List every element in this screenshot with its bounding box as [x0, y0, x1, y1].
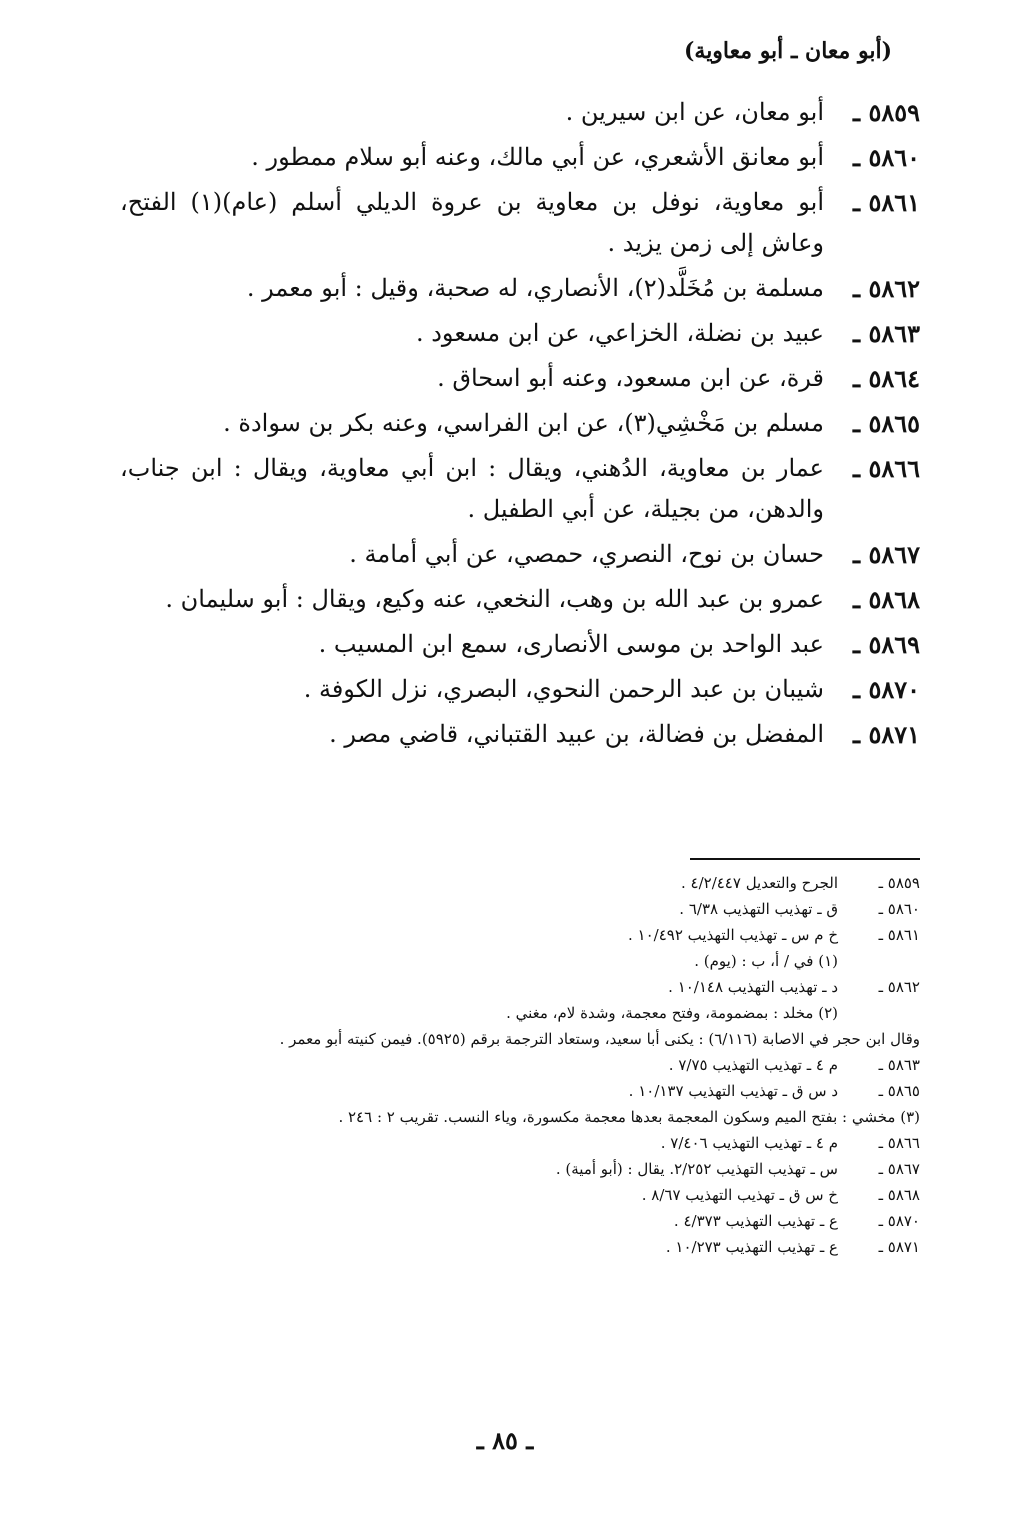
entry-text: عمرو بن عبد الله بن وهب، النخعي، عنه وكيع، ويقال : أبو سليمان . — [165, 585, 824, 613]
entry-text: أبو معانق الأشعري، عن أبي مالك، وعنه أبو سلام ممطور . — [251, 143, 824, 171]
footnotes-list — [110, 870, 920, 1260]
footnote — [110, 1130, 920, 1156]
entry-5865 — [120, 403, 920, 444]
footnote-text: د س ق ـ تهذيب التهذيب ١٠/١٣٧ . — [628, 1082, 838, 1100]
entries-list — [120, 92, 920, 759]
entry-5868 — [120, 579, 920, 620]
entry-number: ٥٨٦٥ ـ — [853, 409, 920, 438]
entry-text: قرة، عن ابن مسعود، وعنه أبو اسحاق . — [437, 364, 824, 392]
entry-number: ٥٨٧٠ ـ — [853, 675, 920, 704]
footnote-text: خ م س ـ تهذيب التهذيب ١٠/٤٩٢ . — [628, 926, 838, 944]
footnote-text: م ٤ ـ تهذيب التهذيب ٧/٧٥ . — [668, 1056, 838, 1074]
entry-5867 — [120, 534, 920, 575]
entry-5864 — [120, 358, 920, 399]
footnote-text: (٣) مخشي : بفتح الميم وسكون المعجمة بعدها معجمة مكسورة، وياء النسب. تقريب ٢ : ٢٤٦ . — [338, 1108, 920, 1126]
footnote-text: ع ـ تهذيب التهذيب ١٠/٢٧٣ . — [665, 1238, 838, 1256]
footnote-text: (١) في / أ، ب : (يوم) . — [694, 952, 838, 970]
footnote-text: وقال ابن حجر في الاصابة (٦/١١٦) : يكنى أبا سعيد، وستعاد الترجمة برقم (٥٩٢٥). فيمن كنيته أبو معمر . — [279, 1030, 920, 1048]
footnote-number: ٥٨٧٠ ـ — [878, 1212, 920, 1230]
footnote-text: م ٤ ـ تهذيب التهذيب ٧/٤٠٦ . — [660, 1134, 838, 1152]
footnote — [110, 1156, 920, 1182]
entry-text: مسلمة بن مُخَلَّد(٢)، الأنصاري، له صحبة، وقيل : أبو معمر . — [246, 274, 824, 302]
footnote — [110, 896, 920, 922]
footnote-text: س ـ تهذيب التهذيب ٢/٢٥٢. يقال : (أبو أمية) . — [555, 1160, 838, 1178]
footnote — [110, 974, 920, 1000]
footnote-number: ٥٨٦١ ـ — [878, 926, 920, 944]
footnote-text: (٢) مخلد : بمضمومة، وفتح معجمة، وشدة لام، مغني . — [506, 1004, 838, 1022]
entry-5861 — [120, 182, 920, 264]
entry-text: المفضل بن فضالة، بن عبيد القتباني، قاضي مصر . — [329, 720, 824, 748]
footnote-divider — [690, 858, 920, 860]
entry-text: أبو معاوية، نوفل بن معاوية بن عروة الديلي أسلم (عام)(١) الفتح، وعاش إلى زمن يزيد . — [120, 188, 824, 257]
footnote-text: ق ـ تهذيب التهذيب ٦/٣٨ . — [679, 900, 838, 918]
footnote — [110, 1078, 920, 1104]
footnote — [110, 1026, 920, 1052]
footnote-number: ٥٨٥٩ ـ — [878, 874, 920, 892]
entry-text: شيبان بن عبد الرحمن النحوي، البصري، نزل الكوفة . — [303, 675, 824, 703]
footnote-number: ٥٨٧١ ـ — [878, 1238, 920, 1256]
footnote-text: الجرح والتعديل ٤/٢/٤٤٧ . — [680, 874, 838, 892]
entry-number: ٥٨٦٨ ـ — [853, 585, 920, 614]
footnote — [110, 1182, 920, 1208]
entry-number: ٥٨٧١ ـ — [853, 720, 920, 749]
footnote-number: ٥٨٦٠ ـ — [878, 900, 920, 918]
entry-number: ٥٨٦٤ ـ — [853, 364, 920, 393]
entry-number: ٥٨٦٠ ـ — [853, 143, 920, 172]
footnote-number: ٥٨٦٧ ـ — [878, 1160, 920, 1178]
entry-number: ٥٨٦٢ ـ — [853, 274, 920, 303]
entry-5862 — [120, 268, 920, 309]
footnote — [110, 1208, 920, 1234]
entry-text: عمار بن معاوية، الدُهني، ويقال : ابن أبي معاوية، ويقال : ابن جناب، والدهن، من بجيلة، عن أبي الطفيل . — [120, 454, 824, 523]
entry-number: ٥٨٥٩ ـ — [853, 98, 920, 127]
footnote-number: ٥٨٦٦ ـ — [878, 1134, 920, 1152]
footnote-number: ٥٨٦٨ ـ — [878, 1186, 920, 1204]
entry-5866 — [120, 448, 920, 530]
entry-5869 — [120, 624, 920, 665]
entry-text: عبيد بن نضلة، الخزاعي، عن ابن مسعود . — [415, 319, 824, 347]
entry-number: ٥٨٦٩ ـ — [853, 630, 920, 659]
entry-number: ٥٨٦٧ ـ — [853, 540, 920, 569]
entry-5859 — [120, 92, 920, 133]
running-header: (أبو معان ـ أبو معاوية) — [683, 38, 892, 64]
footnote — [110, 1234, 920, 1260]
footnote — [110, 948, 920, 974]
entry-5870 — [120, 669, 920, 710]
entry-text: مسلم بن مَخْشِي(٣)، عن ابن الفراسي، وعنه بكر بن سوادة . — [223, 409, 824, 437]
footnote-number: ٥٨٦٥ ـ — [878, 1082, 920, 1100]
entry-5860 — [120, 137, 920, 178]
footnote-number: ٥٨٦٢ ـ — [878, 978, 920, 996]
entry-text: عبد الواحد بن موسى الأنصارى، سمع ابن المسيب . — [318, 630, 824, 658]
entry-number: ٥٨٦٦ ـ — [853, 454, 920, 483]
entry-number: ٥٨٦٣ ـ — [853, 319, 920, 348]
footnote — [110, 1000, 920, 1026]
footnote — [110, 1052, 920, 1078]
entry-5863 — [120, 313, 920, 354]
footnote — [110, 922, 920, 948]
footnote-text: د ـ تهذيب التهذيب ١٠/١٤٨ . — [668, 978, 838, 996]
entry-text: أبو معان، عن ابن سيرين . — [565, 98, 824, 126]
entry-text: حسان بن نوح، النصري، حمصي، عن أبي أمامة . — [349, 540, 824, 568]
page-number: ـ ٨٥ ـ — [476, 1426, 534, 1455]
entry-number: ٥٨٦١ ـ — [853, 188, 920, 217]
footnote — [110, 1104, 920, 1130]
footnote-text: ع ـ تهذيب التهذيب ٤/٣٧٣ . — [673, 1212, 838, 1230]
footnote — [110, 870, 920, 896]
footnote-text: خ س ق ـ تهذيب التهذيب ٨/٦٧ . — [641, 1186, 838, 1204]
entry-5871 — [120, 714, 920, 755]
footnote-number: ٥٨٦٣ ـ — [878, 1056, 920, 1074]
